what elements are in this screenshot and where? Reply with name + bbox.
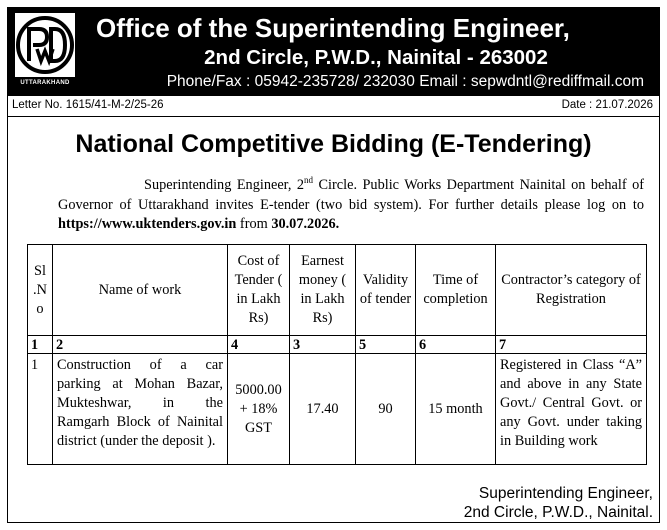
row-category: Registered in Class “A” and above in any State Govt./ Central Govt. or any Govt. under taking in Building work bbox=[496, 354, 647, 465]
intro-text-1: Superintending Engineer, 2 bbox=[144, 177, 305, 193]
intro-paragraph bbox=[58, 176, 644, 235]
row-cost: 5000.00 + 18% GST bbox=[228, 354, 290, 465]
notice-title: National Competitive Bidding (E-Tendering) bbox=[75, 130, 592, 158]
tender-table bbox=[27, 244, 647, 465]
row-sl: 1 bbox=[28, 354, 53, 465]
intro-text-2: Circle. Public Works Department Nainital on behalf of Governor of Uttarakhand invites E-tender (two bid system). For further details please log on to bbox=[58, 177, 644, 213]
intro-sup: nd bbox=[304, 175, 314, 186]
letterhead-banner bbox=[8, 8, 659, 96]
pwd-logo bbox=[15, 13, 75, 77]
column-number: 6 bbox=[416, 336, 496, 354]
intro-text-3: from bbox=[236, 216, 272, 232]
letter-number: Letter No. 1615/41-M-2/25-26 bbox=[12, 99, 164, 111]
divider bbox=[8, 116, 659, 117]
office-title: Office of the Superintending Engineer, bbox=[96, 13, 570, 43]
table-header-row bbox=[28, 245, 647, 336]
contact-info: Phone/Fax : 05942-235728/ 232030 Email : sepwdntl@rediffmail.com bbox=[166, 73, 644, 90]
header-validity: Validity of tender bbox=[356, 245, 416, 336]
header-cost: Cost of Tender ( in Lakh Rs) bbox=[228, 245, 290, 336]
column-number-row bbox=[28, 336, 647, 354]
column-number: 3 bbox=[290, 336, 356, 354]
circle-address: 2nd Circle, P.W.D., Nainital - 263002 bbox=[204, 46, 548, 69]
table-row bbox=[28, 354, 647, 465]
column-number: 5 bbox=[356, 336, 416, 354]
header-sl-no: Sl .N o bbox=[28, 245, 53, 336]
column-number: 7 bbox=[496, 336, 647, 354]
column-number: 1 bbox=[28, 336, 53, 354]
tender-portal-link[interactable]: https://www.uktenders.gov.in bbox=[58, 216, 237, 232]
tender-from-date: 30.07.2026. bbox=[271, 216, 340, 232]
row-validity: 90 bbox=[356, 354, 416, 465]
column-number: 4 bbox=[228, 336, 290, 354]
signature-office: 2nd Circle, P.W.D., Nainital. bbox=[463, 504, 653, 521]
header-time: Time of completion bbox=[416, 245, 496, 336]
letter-date: Date : 21.07.2026 bbox=[561, 99, 653, 111]
column-number: 2 bbox=[53, 336, 228, 354]
signature-designation: Superintending Engineer, bbox=[478, 485, 653, 502]
header-earnest: Earnest money ( in Lakh Rs) bbox=[290, 245, 356, 336]
row-time: 15 month bbox=[416, 354, 496, 465]
row-work: Construction of a car parking at Mohan Bazar, Mukteshwar, in the Ramgarh Block of Nainital district (under the deposit ). bbox=[53, 354, 228, 465]
header-name-of-work: Name of work bbox=[53, 245, 228, 336]
row-earnest: 17.40 bbox=[290, 354, 356, 465]
logo-subtext: UTTARAKHAND bbox=[20, 80, 70, 86]
header-category: Contractor’s category of Registration bbox=[496, 245, 647, 336]
